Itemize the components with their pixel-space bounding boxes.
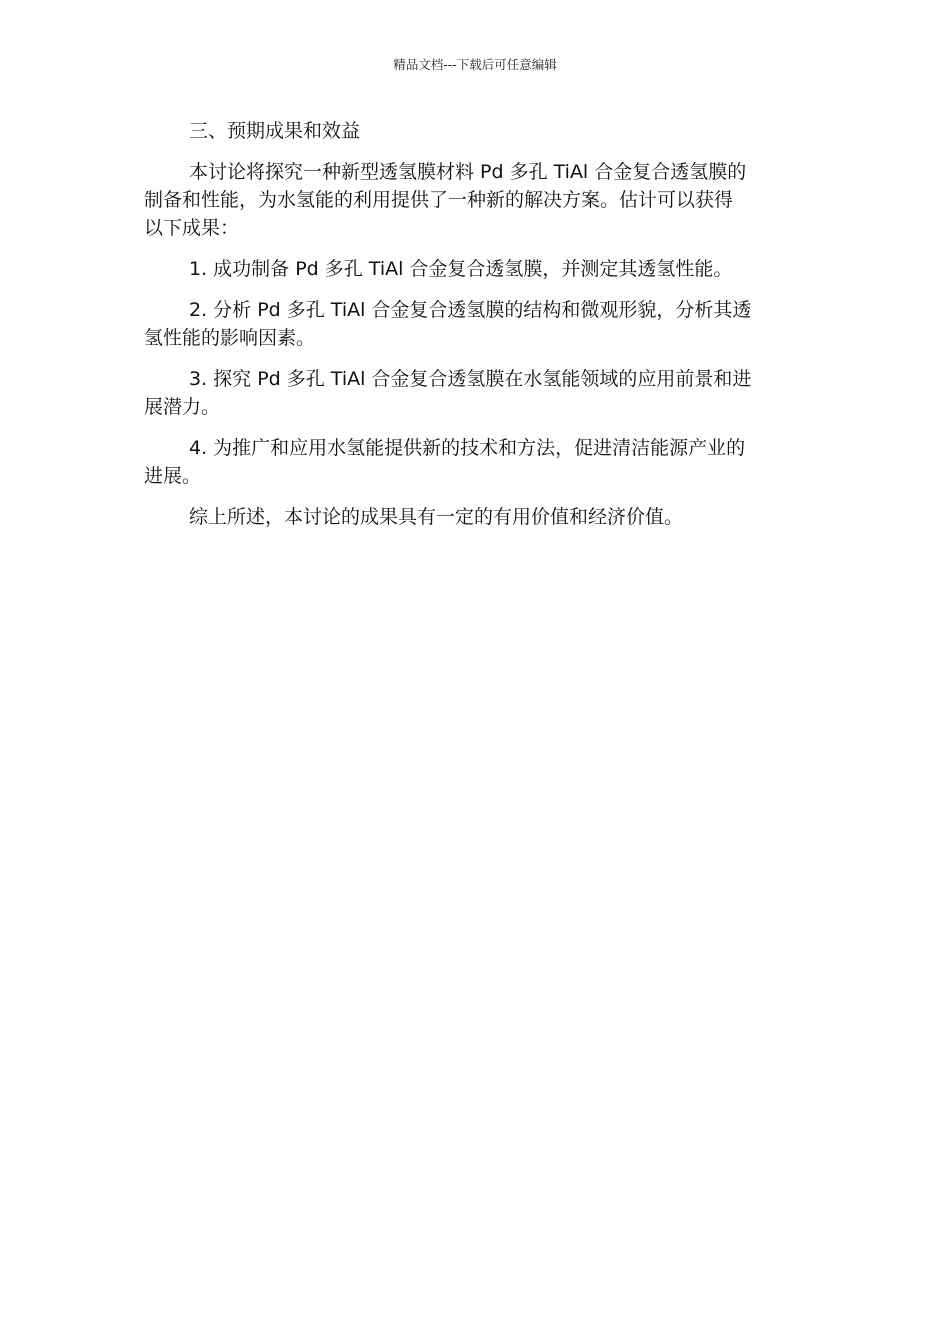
intro-line: 以下成果： <box>144 217 240 239</box>
intro-paragraph <box>144 158 800 242</box>
result-item-1 <box>144 255 800 283</box>
result-item-line: 展潜力。 <box>144 396 221 418</box>
result-item-line: 4. 为推广和应用水氢能提供新的技术和方法，促进清洁能源产业的 <box>189 437 746 459</box>
result-item-2 <box>144 296 800 352</box>
intro-line: 本讨论将探究一种新型透氢膜材料 Pd 多孔 TiAl 合金复合透氢膜的 <box>189 161 747 183</box>
section-heading-text: 三、预期成果和效益 <box>189 120 361 142</box>
result-item-4 <box>144 434 800 490</box>
conclusion-paragraph <box>144 503 800 531</box>
section-heading <box>144 117 800 145</box>
result-item-line: 1. 成功制备 Pd 多孔 TiAl 合金复合透氢膜，并测定其透氢性能。 <box>189 258 733 280</box>
document-body <box>144 117 800 544</box>
result-item-3 <box>144 365 800 421</box>
intro-line: 制备和性能，为水氢能的利用提供了一种新的解决方案。估计可以获得 <box>144 189 734 211</box>
result-item-line: 3. 探究 Pd 多孔 TiAl 合金复合透氢膜在水氢能领域的应用前景和进 <box>189 368 752 390</box>
page-header: 精品文档---下载后可任意编辑 <box>393 57 557 72</box>
conclusion-text: 综上所述，本讨论的成果具有一定的有用价值和经济价值。 <box>189 506 684 528</box>
result-item-line: 进展。 <box>144 465 202 487</box>
result-item-line: 氢性能的影响因素。 <box>144 327 316 349</box>
result-item-line: 2. 分析 Pd 多孔 TiAl 合金复合透氢膜的结构和微观形貌，分析其透 <box>189 299 752 321</box>
